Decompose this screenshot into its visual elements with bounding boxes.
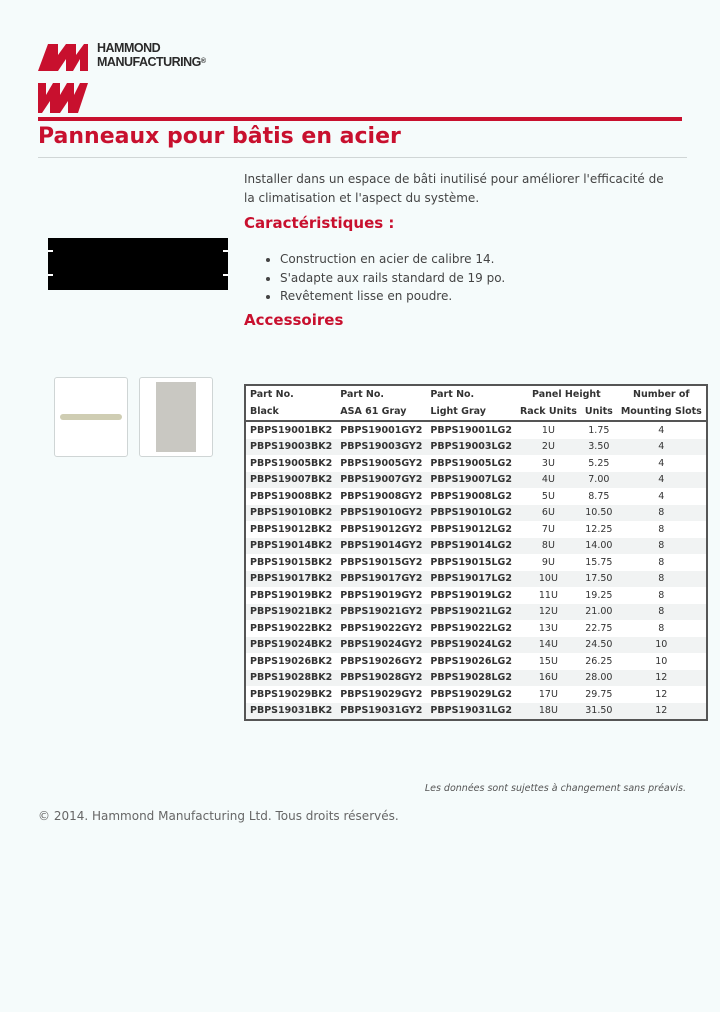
spec-cell: 4: [617, 421, 707, 439]
part-number-cell: PBPS19021LG2: [426, 604, 516, 621]
accessories-heading: Accessoires: [244, 311, 344, 329]
part-number-cell: PBPS19026GY2: [336, 653, 426, 670]
spec-cell: 9U: [516, 554, 581, 571]
spec-cell: 21.00: [581, 604, 617, 621]
table-row: [245, 703, 707, 721]
spec-cell: 8: [617, 538, 707, 555]
part-number-cell: PBPS19015LG2: [426, 554, 516, 571]
part-number-cell: PBPS19005BK2: [245, 455, 336, 472]
spec-cell: 1U: [516, 421, 581, 439]
logo-line2: MANUFACTURING: [97, 55, 201, 69]
part-number-cell: PBPS19031LG2: [426, 703, 516, 721]
features-heading: Caractéristiques :: [244, 214, 395, 232]
part-number-cell: PBPS19014GY2: [336, 538, 426, 555]
col-header: Part No.: [250, 389, 294, 400]
part-number-cell: PBPS19001BK2: [245, 421, 336, 439]
spec-cell: 5U: [516, 488, 581, 505]
header-red-rule: [38, 117, 682, 121]
col-header: Part No.: [340, 389, 385, 400]
spec-cell: 3U: [516, 455, 581, 472]
spec-cell: 4: [617, 488, 707, 505]
col-header: ASA 61 Gray: [336, 403, 426, 421]
table-header-row: [245, 403, 707, 421]
spec-cell: 8: [617, 587, 707, 604]
part-number-cell: PBPS19001LG2: [426, 421, 516, 439]
spec-cell: 4: [617, 439, 707, 456]
spec-cell: 15.75: [581, 554, 617, 571]
spec-cell: 13U: [516, 620, 581, 637]
panel-slot-icon: [48, 250, 53, 252]
part-number-cell: PBPS19017LG2: [426, 571, 516, 588]
spec-cell: 12: [617, 703, 707, 721]
part-number-cell: PBPS19021BK2: [245, 604, 336, 621]
spec-cell: 1.75: [581, 421, 617, 439]
table-row: [245, 670, 707, 687]
disclaimer-note: Les données sont sujettes à changement sans préavis.: [424, 783, 686, 794]
part-number-cell: PBPS19001GY2: [336, 421, 426, 439]
part-number-cell: PBPS19010GY2: [336, 505, 426, 522]
col-header: Mounting Slots: [617, 403, 707, 421]
col-header: Panel Height: [532, 389, 601, 400]
spec-cell: 26.25: [581, 653, 617, 670]
panel-edge-image: [60, 414, 122, 420]
part-number-cell: PBPS19005GY2: [336, 455, 426, 472]
table-row: [245, 421, 707, 439]
part-number-cell: PBPS19010BK2: [245, 505, 336, 522]
table-row: [245, 637, 707, 654]
spec-cell: 17U: [516, 686, 581, 703]
spec-cell: 7.00: [581, 472, 617, 489]
table-row: [245, 686, 707, 703]
part-number-cell: PBPS19017GY2: [336, 571, 426, 588]
part-number-cell: PBPS19019BK2: [245, 587, 336, 604]
spec-cell: 19.25: [581, 587, 617, 604]
spec-cell: 8.75: [581, 488, 617, 505]
spec-cell: 10: [617, 653, 707, 670]
logo-wordmark: [97, 41, 206, 69]
spec-cell: 22.75: [581, 620, 617, 637]
parts-table: [244, 384, 708, 721]
spec-cell: 10: [617, 637, 707, 654]
product-description: Installer dans un espace de bâti inutilisé pour améliorer l'efficacité de la climatisation et l'aspect du système.: [244, 172, 664, 205]
part-number-cell: PBPS19007LG2: [426, 472, 516, 489]
col-header: Number of: [633, 389, 690, 400]
feature-item: • S'adapte aux rails standard de 19 po.: [280, 269, 505, 288]
part-number-cell: PBPS19003LG2: [426, 439, 516, 456]
col-header: Units: [581, 403, 617, 421]
spec-cell: 8: [617, 505, 707, 522]
spec-cell: 4: [617, 472, 707, 489]
part-number-cell: PBPS19014LG2: [426, 538, 516, 555]
part-number-cell: PBPS19012LG2: [426, 521, 516, 538]
spec-cell: 14.00: [581, 538, 617, 555]
panel-slot-icon: [223, 274, 228, 276]
spec-cell: 8: [617, 620, 707, 637]
copyright: © 2014. Hammond Manufacturing Ltd. Tous droits réservés.: [38, 809, 399, 823]
spec-cell: 8: [617, 521, 707, 538]
spec-cell: 12: [617, 670, 707, 687]
spec-cell: 29.75: [581, 686, 617, 703]
gray-panel-image: [156, 382, 196, 452]
spec-cell: 11U: [516, 587, 581, 604]
part-number-cell: PBPS19029GY2: [336, 686, 426, 703]
part-number-cell: PBPS19014BK2: [245, 538, 336, 555]
part-number-cell: PBPS19008BK2: [245, 488, 336, 505]
title-divider: [38, 157, 687, 158]
spec-cell: 7U: [516, 521, 581, 538]
part-number-cell: PBPS19015GY2: [336, 554, 426, 571]
spec-cell: 15U: [516, 653, 581, 670]
part-number-cell: PBPS19019LG2: [426, 587, 516, 604]
part-number-cell: PBPS19010LG2: [426, 505, 516, 522]
table-row: [245, 571, 707, 588]
part-number-cell: PBPS19022BK2: [245, 620, 336, 637]
part-number-cell: PBPS19029BK2: [245, 686, 336, 703]
spec-cell: 12.25: [581, 521, 617, 538]
part-number-cell: PBPS19003BK2: [245, 439, 336, 456]
part-number-cell: PBPS19008GY2: [336, 488, 426, 505]
table-row: [245, 620, 707, 637]
table-row: [245, 505, 707, 522]
spec-cell: 28.00: [581, 670, 617, 687]
table-row: [245, 538, 707, 555]
feature-item: • Construction en acier de calibre 14.: [280, 250, 505, 269]
col-header: Black: [245, 403, 336, 421]
table-row: [245, 554, 707, 571]
logo-line1: HAMMOND: [97, 41, 161, 55]
part-number-cell: PBPS19028LG2: [426, 670, 516, 687]
part-number-cell: PBPS19022LG2: [426, 620, 516, 637]
thumbnail-gray-panel[interactable]: [139, 377, 213, 457]
spec-cell: 14U: [516, 637, 581, 654]
product-image[interactable]: [48, 238, 228, 290]
logo-registered: ®: [200, 58, 206, 65]
table-header-row: [245, 385, 707, 403]
spec-cell: 24.50: [581, 637, 617, 654]
spec-cell: 8U: [516, 538, 581, 555]
part-number-cell: PBPS19005LG2: [426, 455, 516, 472]
part-number-cell: PBPS19017BK2: [245, 571, 336, 588]
table-row: [245, 472, 707, 489]
features-list: [262, 250, 505, 306]
spec-cell: 6U: [516, 505, 581, 522]
table-row: [245, 455, 707, 472]
spec-cell: 10U: [516, 571, 581, 588]
table-body: [245, 421, 707, 720]
spec-cell: 8: [617, 571, 707, 588]
part-number-cell: PBPS19015BK2: [245, 554, 336, 571]
spec-cell: 16U: [516, 670, 581, 687]
table-row: [245, 521, 707, 538]
spec-cell: 4U: [516, 472, 581, 489]
part-number-cell: PBPS19008LG2: [426, 488, 516, 505]
part-number-cell: PBPS19007BK2: [245, 472, 336, 489]
spec-cell: 5.25: [581, 455, 617, 472]
part-number-cell: PBPS19022GY2: [336, 620, 426, 637]
part-number-cell: PBPS19021GY2: [336, 604, 426, 621]
spec-cell: 8: [617, 604, 707, 621]
table-row: [245, 587, 707, 604]
part-number-cell: PBPS19012GY2: [336, 521, 426, 538]
part-number-cell: PBPS19007GY2: [336, 472, 426, 489]
part-number-cell: PBPS19024GY2: [336, 637, 426, 654]
part-number-cell: PBPS19026LG2: [426, 653, 516, 670]
spec-cell: 4: [617, 455, 707, 472]
col-header: Light Gray: [426, 403, 516, 421]
part-number-cell: PBPS19028GY2: [336, 670, 426, 687]
part-number-cell: PBPS19012BK2: [245, 521, 336, 538]
part-number-cell: PBPS19029LG2: [426, 686, 516, 703]
part-number-cell: PBPS19019GY2: [336, 587, 426, 604]
spec-cell: 12U: [516, 604, 581, 621]
col-header: Rack Units: [516, 403, 581, 421]
table-row: [245, 488, 707, 505]
part-number-cell: PBPS19024BK2: [245, 637, 336, 654]
spec-cell: 31.50: [581, 703, 617, 721]
spec-cell: 18U: [516, 703, 581, 721]
spec-cell: 17.50: [581, 571, 617, 588]
page-title: Panneaux pour bâtis en acier: [38, 124, 401, 149]
spec-cell: 3.50: [581, 439, 617, 456]
panel-slot-icon: [223, 250, 228, 252]
table-row: [245, 653, 707, 670]
spec-cell: 2U: [516, 439, 581, 456]
part-number-cell: PBPS19003GY2: [336, 439, 426, 456]
feature-item: • Revêtement lisse en poudre.: [280, 287, 505, 306]
part-number-cell: PBPS19031GY2: [336, 703, 426, 721]
thumbnail-side-view[interactable]: [54, 377, 128, 457]
col-header: Part No.: [430, 389, 475, 400]
spec-cell: 12: [617, 686, 707, 703]
spec-cell: 8: [617, 554, 707, 571]
spec-cell: 10.50: [581, 505, 617, 522]
table-row: [245, 439, 707, 456]
part-number-cell: PBPS19031BK2: [245, 703, 336, 721]
panel-slot-icon: [48, 274, 53, 276]
table-row: [245, 604, 707, 621]
part-number-cell: PBPS19024LG2: [426, 637, 516, 654]
part-number-cell: PBPS19028BK2: [245, 670, 336, 687]
part-number-cell: PBPS19026BK2: [245, 653, 336, 670]
